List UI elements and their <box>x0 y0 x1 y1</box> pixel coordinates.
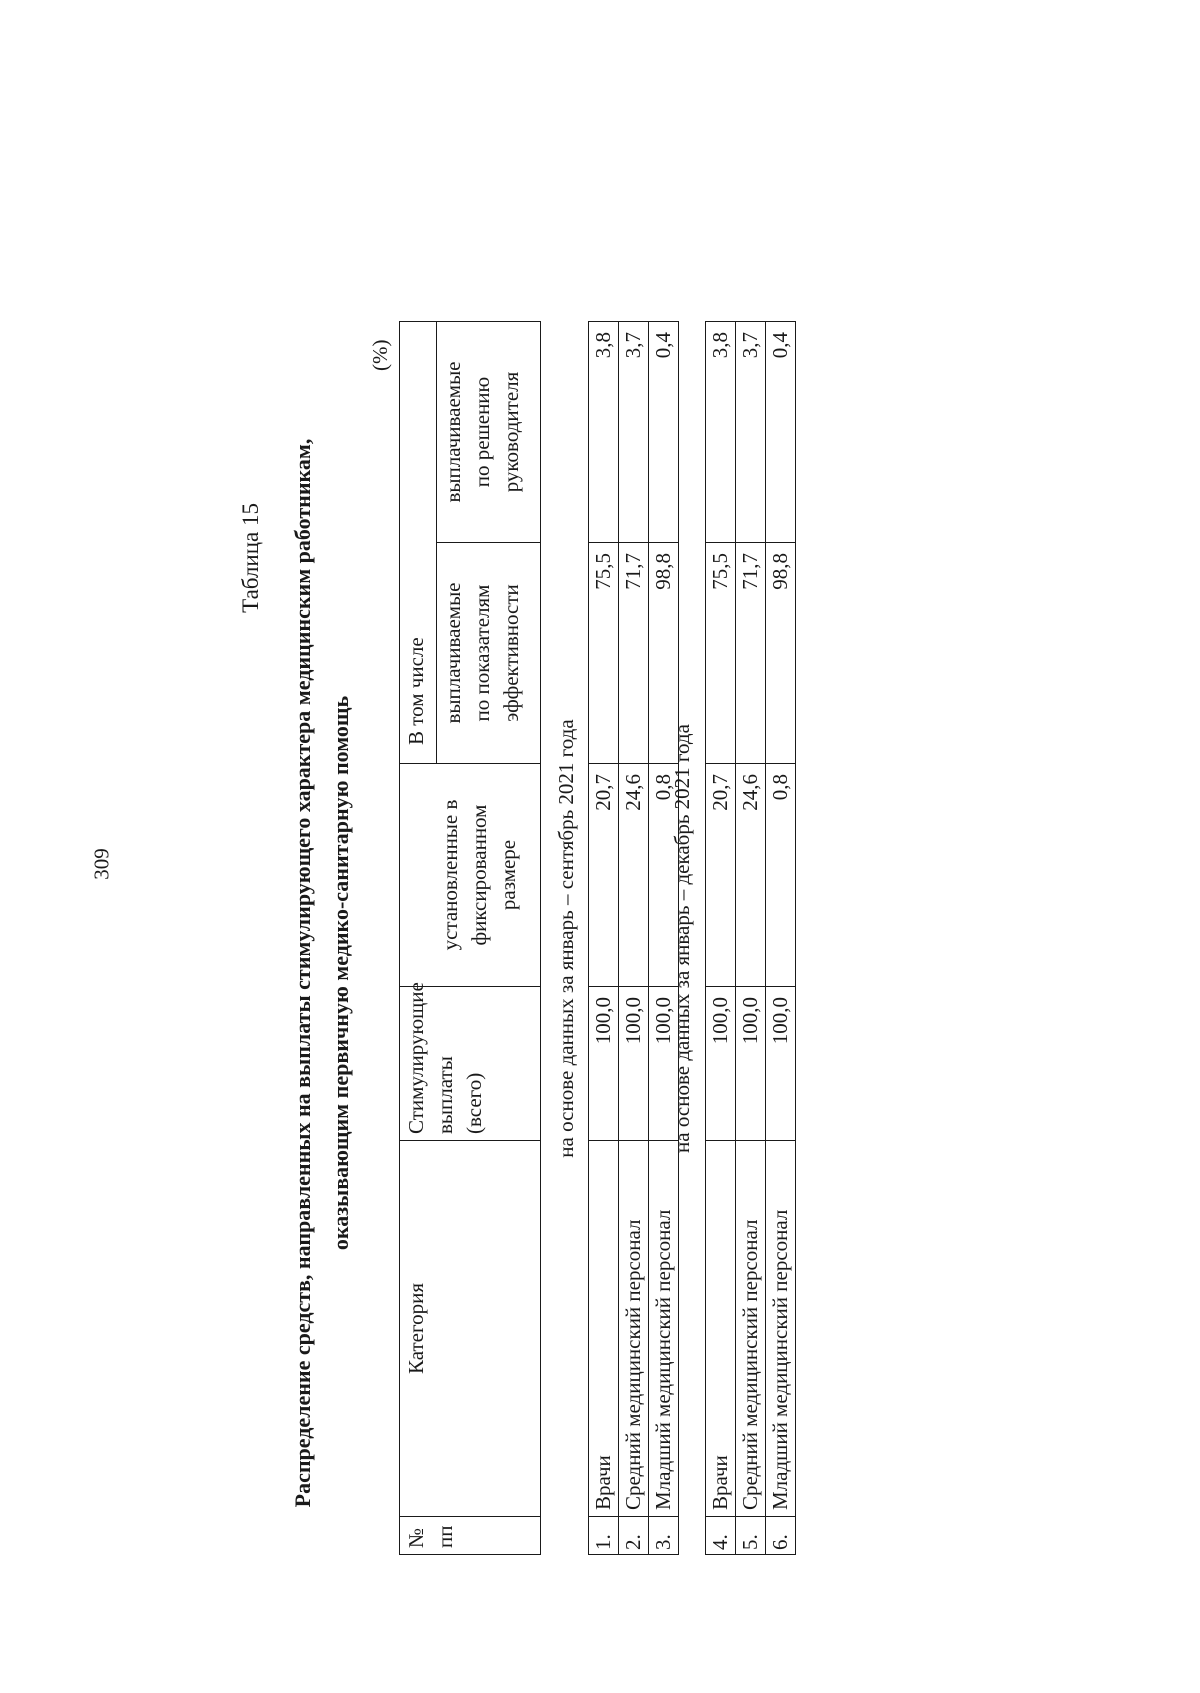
row-performance: 71,7 <box>619 543 649 764</box>
row-manager: 3,8 <box>706 322 736 543</box>
row-fixed: 0,8 <box>766 764 796 987</box>
row-total: 100,0 <box>649 987 679 1141</box>
table-row <box>736 322 766 1555</box>
table-title-line-2: оказывающим первичную медико-санитарную помощь <box>328 695 353 1251</box>
table-number: Таблица 15 <box>238 503 263 613</box>
header-performance-line-2: по показателям <box>469 584 494 722</box>
row-category: Средний медицинский персонал <box>619 1141 649 1517</box>
table-section-jan-dec <box>705 321 796 1555</box>
table-row <box>706 322 736 1555</box>
row-performance: 98,8 <box>649 543 679 764</box>
table-title-line-1: Распределение средств, направленных на выплаты стимулирующего характера медицинским работникам, <box>290 438 315 1508</box>
row-fixed: 20,7 <box>706 764 736 987</box>
row-fixed: 0,8 <box>649 764 679 987</box>
row-total: 100,0 <box>619 987 649 1141</box>
section-label-jan-sep: на основе данных за январь – сентябрь 2021 года <box>554 719 578 1158</box>
header-stimulating-total <box>400 982 541 1141</box>
header-number-line-1: № <box>404 1527 428 1548</box>
section-label-jan-dec: на основе данных за январь – декабрь 2021 года <box>670 724 694 1153</box>
row-performance: 75,5 <box>706 543 736 764</box>
row-performance: 75,5 <box>589 543 619 764</box>
row-manager: 0,4 <box>766 322 796 543</box>
row-category: Врачи <box>706 1141 736 1517</box>
header-performance-line-3: эффективности <box>498 584 523 722</box>
header-manager-line-3: руководителя <box>498 371 523 493</box>
header-fixed-line-1: установленные в <box>438 799 463 951</box>
header-manager-line-2: по решению <box>469 376 494 488</box>
header-including: В том числе <box>400 322 437 764</box>
row-manager: 3,8 <box>589 322 619 543</box>
row-performance: 71,7 <box>736 543 766 764</box>
rotated-page-content <box>0 253 1200 1693</box>
row-performance: 98,8 <box>766 543 796 764</box>
header-number-line-2: пп <box>433 1525 457 1548</box>
header-fixed-top-blank <box>400 764 437 987</box>
row-manager: 3,7 <box>619 322 649 543</box>
row-manager: 3,7 <box>736 322 766 543</box>
row-total: 100,0 <box>706 987 736 1141</box>
row-number: 6. <box>766 1517 796 1555</box>
row-category: Младший медицинский персонал <box>766 1141 796 1517</box>
row-number: 4. <box>706 1517 736 1555</box>
header-fixed-line-2: фиксированном <box>467 804 492 946</box>
header-category: Категория <box>400 1141 541 1517</box>
row-total: 100,0 <box>736 987 766 1141</box>
header-stimulating-line-1: Стимулирующие <box>404 982 428 1134</box>
row-number: 5. <box>736 1517 766 1555</box>
table-section-jan-sep <box>588 321 679 1555</box>
row-total: 100,0 <box>766 987 796 1141</box>
units-label: (%) <box>368 339 392 371</box>
header-manager-decision <box>436 322 540 543</box>
table-row <box>619 322 649 1555</box>
page-number: 309 <box>89 848 114 880</box>
row-total: 100,0 <box>589 987 619 1141</box>
row-number: 3. <box>649 1517 679 1555</box>
row-category: Средний медицинский персонал <box>736 1141 766 1517</box>
header-fixed <box>436 764 540 987</box>
header-manager-line-1: выплачиваемые <box>440 361 465 503</box>
row-manager: 0,4 <box>649 322 679 543</box>
row-category: Врачи <box>589 1141 619 1517</box>
row-number: 2. <box>619 1517 649 1555</box>
header-fixed-line-3: размере <box>496 839 521 911</box>
row-category: Младший медицинский персонал <box>649 1141 679 1517</box>
header-performance <box>436 543 540 764</box>
row-fixed: 24,6 <box>736 764 766 987</box>
header-number-cell <box>400 1517 541 1555</box>
row-fixed: 24,6 <box>619 764 649 987</box>
table-row <box>766 322 796 1555</box>
header-performance-line-1: выплачиваемые <box>440 582 465 724</box>
table-header <box>399 321 541 1555</box>
table-row <box>589 322 619 1555</box>
header-stimulating-line-2: выплаты (всего) <box>433 1056 486 1134</box>
row-number: 1. <box>589 1517 619 1555</box>
row-fixed: 20,7 <box>589 764 619 987</box>
